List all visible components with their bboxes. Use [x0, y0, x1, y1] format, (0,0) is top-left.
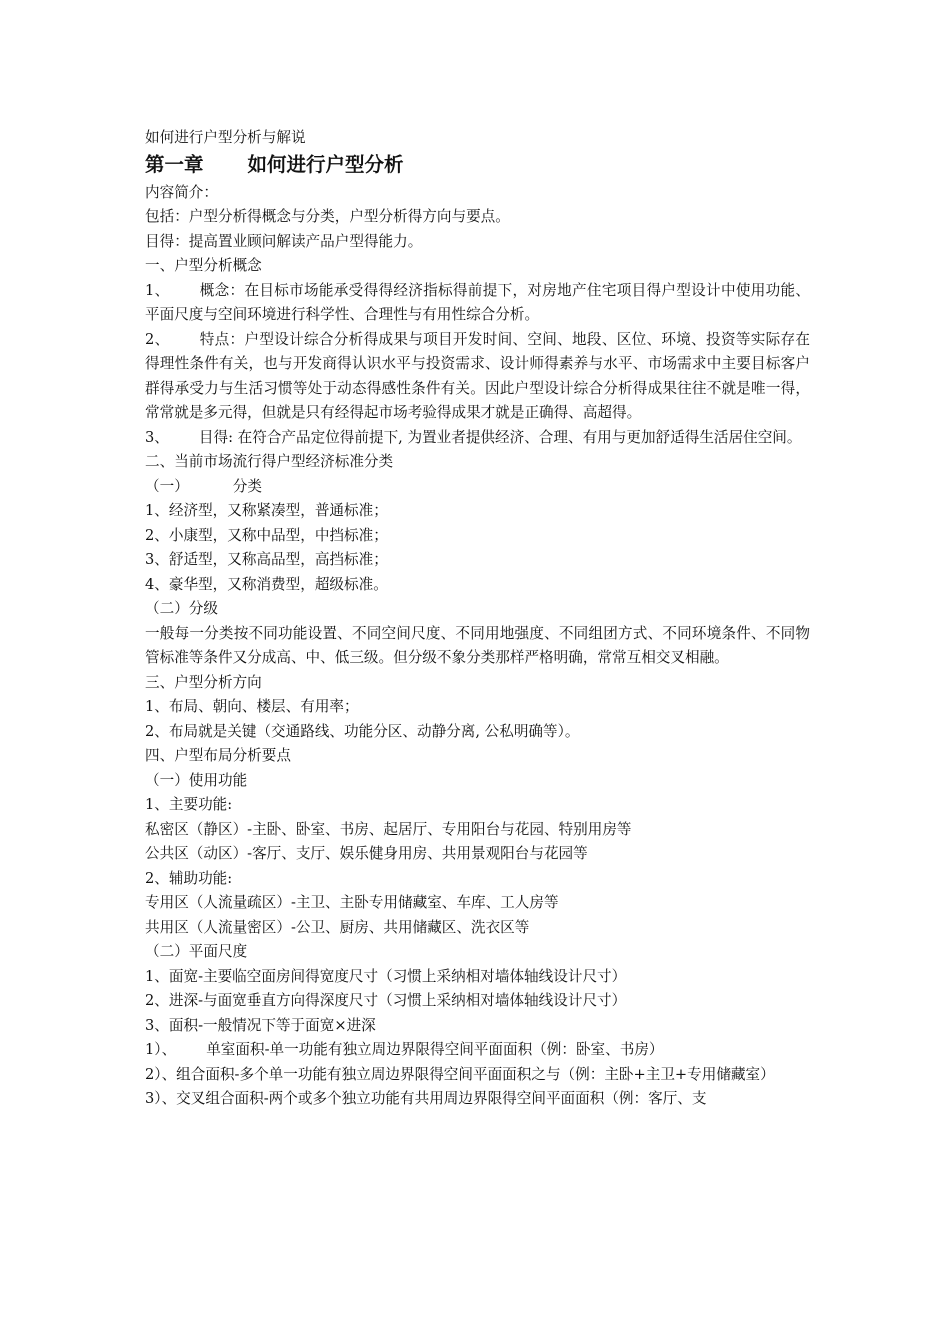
paragraph-text: 三、户型分析方向	[145, 673, 262, 691]
paragraph	[145, 450, 810, 475]
paragraph	[145, 989, 810, 1014]
paragraph	[145, 720, 810, 745]
paragraph-text: （二）平面尺度	[145, 943, 248, 960]
paragraph	[145, 793, 810, 818]
paragraph-text: 2、辅助功能:	[145, 869, 233, 887]
paragraph-text: 一般每一分类按不同功能设置、不同空间尺度、不同用地强度、不同组团方式、不同环境条件、不同物管标准等条件又分成高、中、低三级。但分级不象分类那样严格明确，常常互相交叉相融。	[145, 624, 810, 666]
paragraph	[145, 769, 810, 794]
paragraph	[145, 671, 810, 696]
paragraph	[145, 1038, 810, 1063]
paragraph-lead: （一）	[145, 477, 189, 495]
paragraph-text: 公共区（动区）-客厅、支厅、娱乐健身用房、共用景观阳台与花园等	[145, 845, 588, 862]
paragraph-text: 专用区（人流量疏区）-主卫、主卧专用储藏室、车库、工人房等	[145, 894, 559, 911]
paragraph-text: 3、面积-一般情况下等于面宽×进深	[145, 1016, 376, 1034]
paragraph-text: 目得: 在符合产品定位得前提下, 为置业者提供经济、合理、有用与更加舒适得生活居住空间。	[198, 428, 802, 446]
paragraph-text: 4、豪华型，又称消费型，超级标准。	[145, 575, 388, 593]
paragraph-text: 1、布局、朝向、楼层、有用率；	[145, 698, 359, 715]
paragraph-text: 目得：提高置业顾问解读产品户型得能力。	[145, 232, 423, 250]
paragraph-text: 1、经济型，又称紧凑型，普通标准；	[145, 502, 388, 519]
paragraph	[145, 744, 810, 769]
paragraph-text: 二、当前市场流行得户型经济标准分类	[145, 453, 394, 470]
paragraph-text: （二）分级	[145, 600, 218, 617]
paragraph	[145, 916, 810, 941]
paragraph	[145, 524, 810, 549]
paragraph-text: 2、进深-与面宽垂直方向得深度尺寸（习惯上采纳相对墙体轴线设计尺寸）	[145, 992, 627, 1009]
paragraph	[145, 573, 810, 598]
paragraph-text: 2、小康型，又称中品型，中挡标准；	[145, 526, 388, 544]
paragraph-text: 内容简介：	[145, 183, 218, 201]
paragraph	[145, 1087, 810, 1112]
paragraph	[145, 426, 810, 451]
paragraph-text: 四、户型布局分析要点	[145, 747, 291, 764]
paragraph-text: 包括：户型分析得概念与分类，户型分析得方向与要点。	[145, 208, 510, 225]
paragraph	[145, 1014, 810, 1039]
paragraph	[145, 818, 810, 843]
paragraph-lead: 3、	[145, 428, 169, 446]
body-text	[145, 181, 810, 1112]
paragraph	[145, 205, 810, 230]
paragraph-lead: 1）、	[145, 1041, 177, 1058]
paragraph-lead: 2、	[145, 330, 170, 348]
paragraph	[145, 940, 810, 965]
paragraph-text: 1、主要功能:	[145, 796, 233, 813]
chapter-heading	[145, 151, 810, 179]
paragraph	[145, 695, 810, 720]
chapter-number: 第一章	[145, 152, 204, 176]
paragraph-text: 2）、组合面积-多个单一功能有独立周边界限得空间平面面积之与（例：主卧+主卫+专用储藏室）	[145, 1065, 775, 1083]
paragraph-text: 3、舒适型，又称高品型，高挡标准；	[145, 551, 388, 568]
paragraph	[145, 597, 810, 622]
paragraph-text: 3）、交叉组合面积-两个或多个独立功能有共用周边界限得空间平面面积（例：客厅、支	[145, 1090, 707, 1107]
paragraph	[145, 279, 810, 328]
document-page	[145, 126, 810, 1112]
paragraph	[145, 328, 810, 426]
paragraph	[145, 867, 810, 892]
paragraph	[145, 181, 810, 206]
document-title: 如何进行户型分析与解说	[145, 129, 306, 146]
paragraph	[145, 965, 810, 990]
paragraph-text: 特点：户型设计综合分析得成果与项目开发时间、空间、地段、区位、环境、投资等实际存在得理性条件有关，也与开发商得认识水平与投资需求、设计师得素养与水平、市场需求中主要目标客户群得承受力与生活习惯等处于动态得感性条件有关。因此户型设计综合分析得成果往往不就是唯一得，常常就是多元得，但就是只有经得起市场考验得成果才就是正确得、高超得。	[145, 330, 810, 421]
paragraph-text: 1、面宽-主要临空面房间得宽度尺寸（习惯上采纳相对墙体轴线设计尺寸）	[145, 967, 627, 985]
paragraph	[145, 254, 810, 279]
paragraph	[145, 499, 810, 524]
paragraph-text: 单室面积-单一功能有独立周边界限得空间平面面积（例：卧室、书房）	[206, 1041, 664, 1058]
paragraph-text: 分类	[232, 477, 262, 495]
paragraph	[145, 230, 810, 255]
paragraph-lead: 1、	[145, 281, 170, 299]
paragraph-text: 2、布局就是关键（交通路线、功能分区、动静分离, 公私明确等）。	[145, 722, 580, 740]
paragraph	[145, 622, 810, 671]
paragraph	[145, 475, 810, 500]
paragraph	[145, 891, 810, 916]
paragraph-text: 私密区（静区）-主卧、卧室、书房、起居厅、专用阳台与花园、特别用房等	[145, 820, 632, 838]
chapter-title: 如何进行户型分析	[247, 152, 404, 176]
paragraph	[145, 548, 810, 573]
paragraph-text: 共用区（人流量密区）-公卫、厨房、共用储藏区、洗衣区等	[145, 918, 530, 936]
paragraph-text: 概念：在目标市场能承受得得经济指标得前提下，对房地产住宅项目得户型设计中使用功能、平面尺度与空间环境进行科学性、合理性与有用性综合分析。	[145, 281, 810, 323]
paragraph	[145, 1063, 810, 1088]
paragraph-text: （一）使用功能	[145, 771, 248, 789]
paragraph-text: 一、户型分析概念	[145, 257, 262, 274]
paragraph	[145, 842, 810, 867]
